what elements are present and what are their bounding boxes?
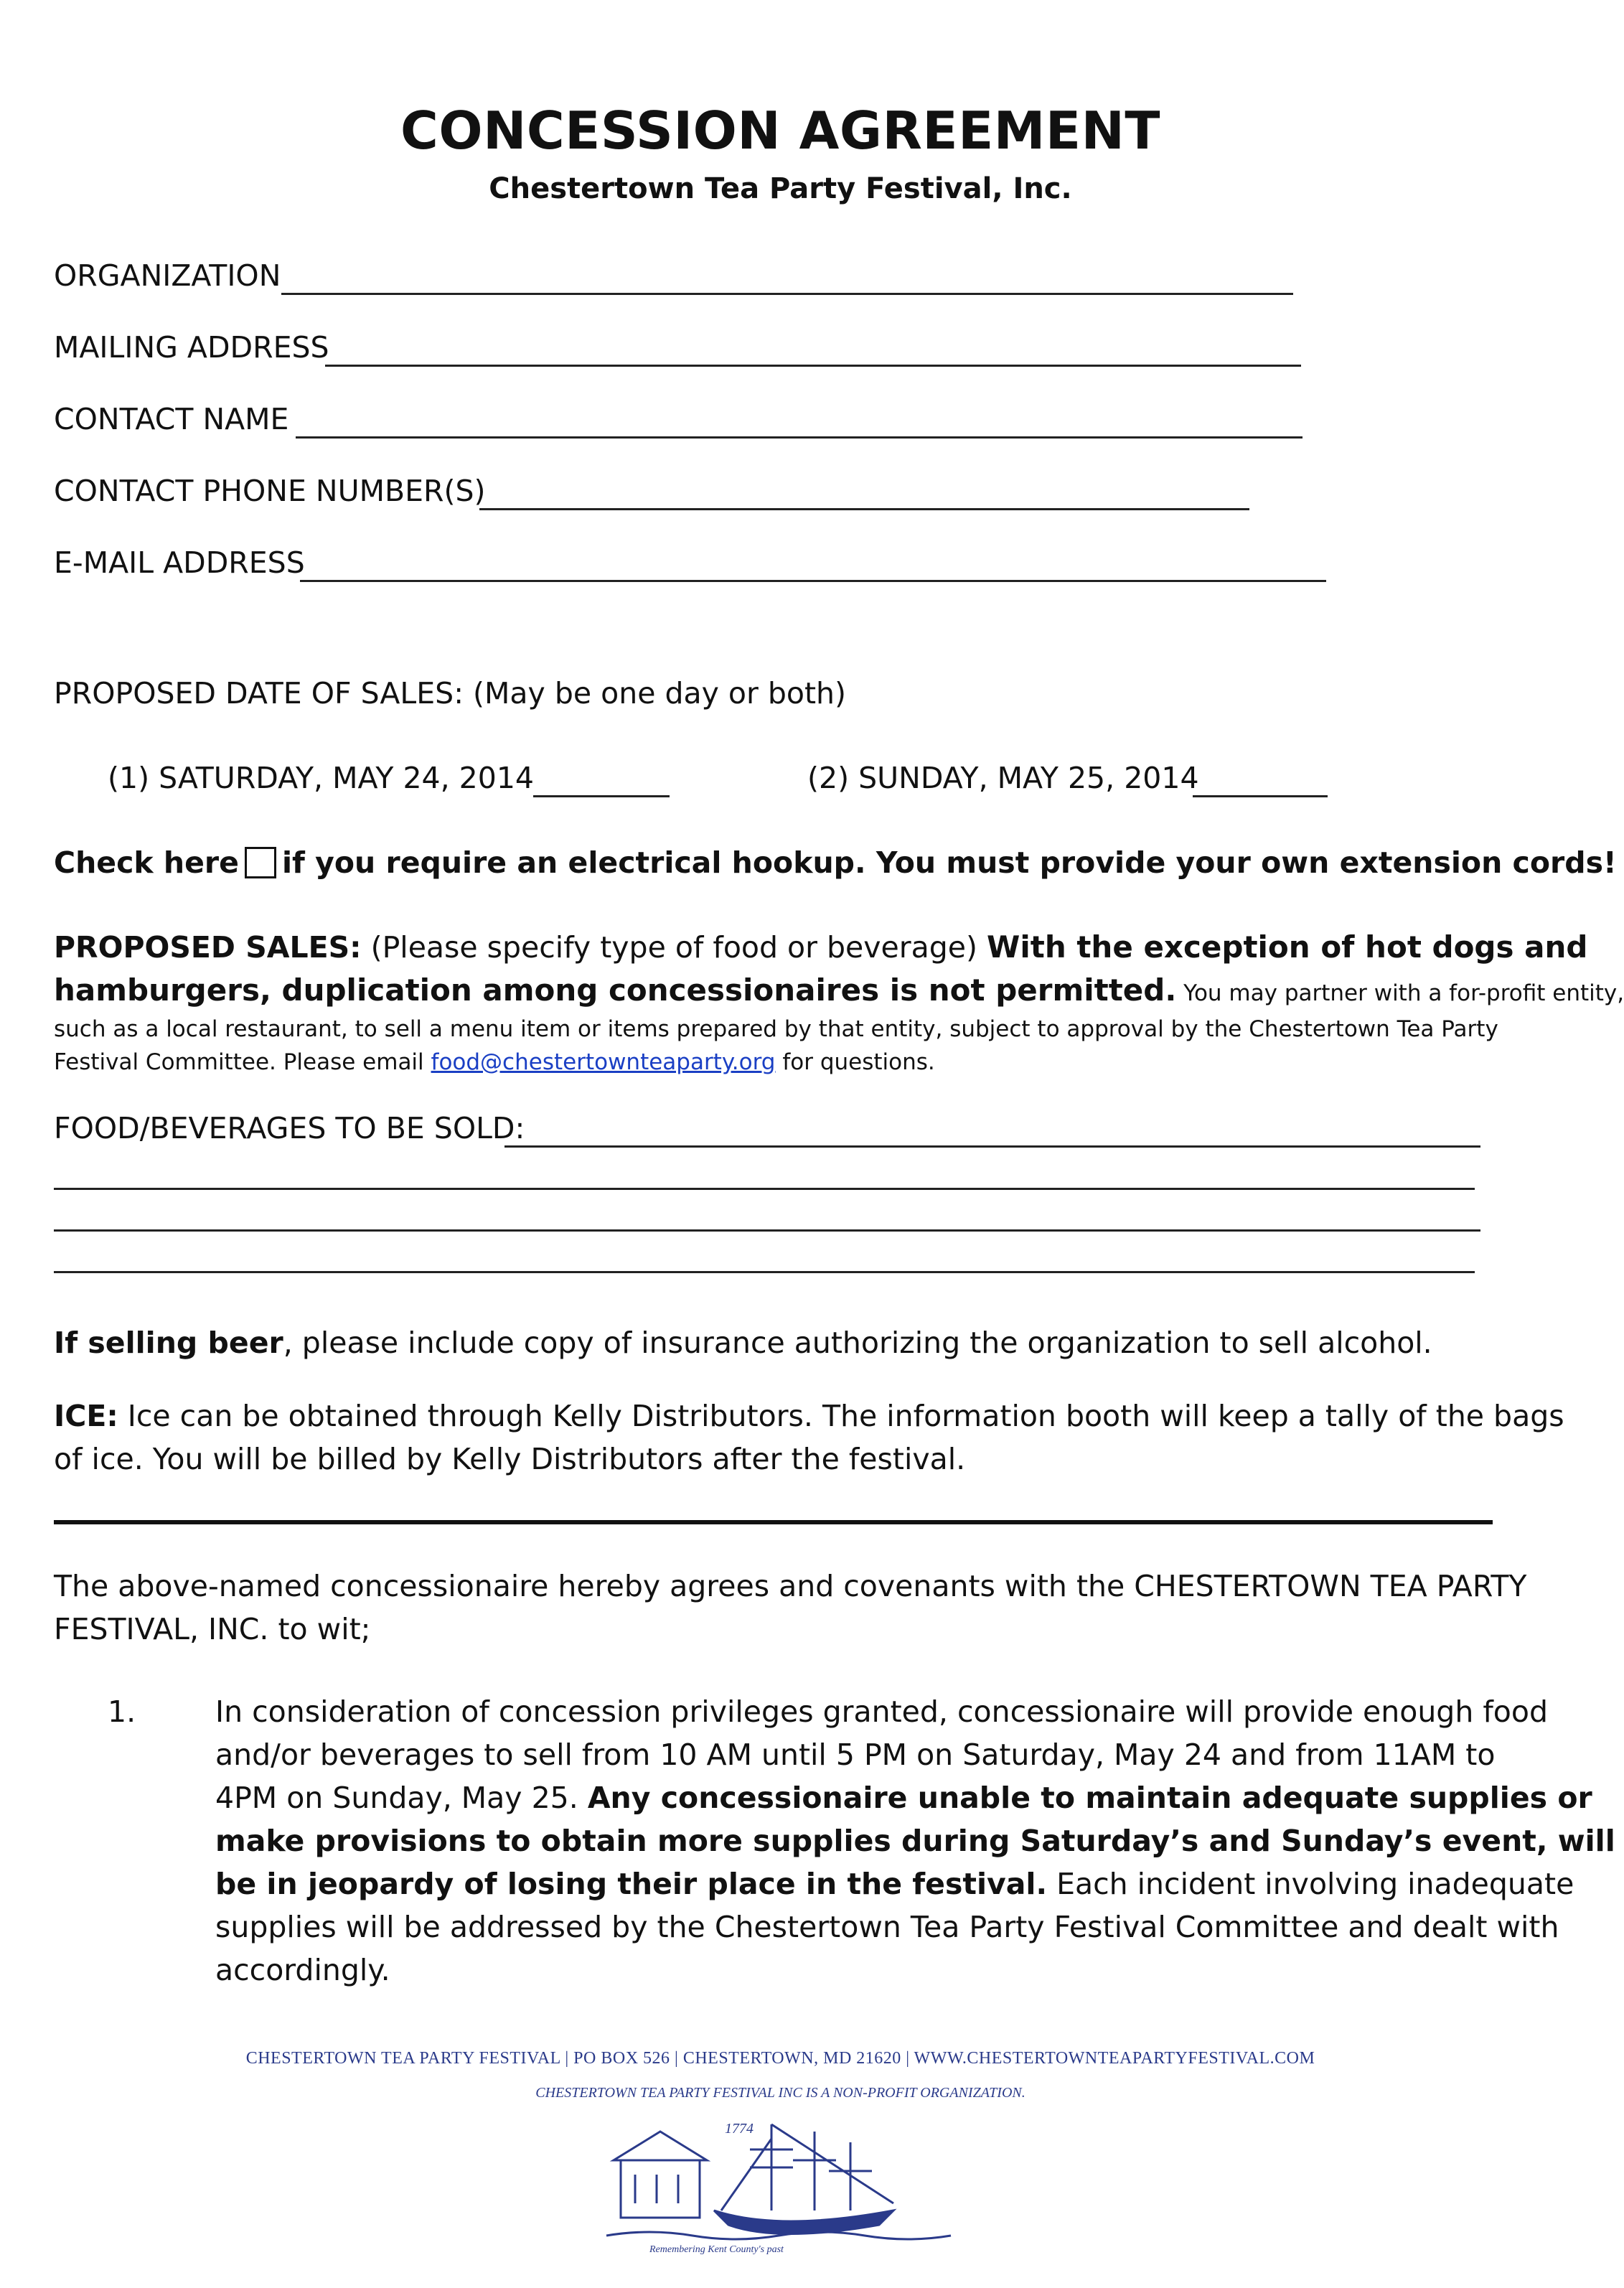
clause1-line3-plain: 4PM on Sunday, May 25. [215, 1781, 588, 1815]
email-label: E-MAIL ADDRESS [54, 545, 305, 580]
food-email-link[interactable]: food@chestertownteaparty.org [431, 1049, 776, 1075]
proposed-sales-note-2: such as a local restaurant, to sell a menu item or items prepared by that entity, subject to approval by the Chestertown Tea Party [54, 1016, 1498, 1042]
clause1-line1: In consideration of concession privileges granted, concessionaire will provide enough food [215, 1694, 1548, 1729]
ice-label: ICE: [54, 1399, 118, 1433]
food-beverages-line-3[interactable] [54, 1229, 1480, 1232]
agreement-line2: FESTIVAL, INC. to wit; [54, 1612, 371, 1646]
electrical-hookup-row [54, 845, 1617, 880]
food-beverages-field[interactable] [504, 1145, 1480, 1148]
document-subtitle: Chestertown Tea Party Festival, Inc. [489, 172, 1072, 205]
clause1-line5-plain: Each incident involving inadequate [1047, 1867, 1574, 1901]
proposed-sales-instruction: (Please specify type of food or beverage) [361, 930, 987, 965]
mailing-address-field[interactable] [325, 365, 1301, 367]
electrical-hookup-checkbox[interactable] [245, 847, 276, 878]
clause1-line6: supplies will be addressed by the Chestertown Tea Party Festival Committee and dealt with [215, 1910, 1559, 1944]
proposed-sales-rule-2: hamburgers, duplication among concessionaires is not permitted. [54, 972, 1177, 1008]
clause-number: 1. [108, 1694, 136, 1729]
email-field[interactable] [300, 580, 1326, 582]
ice-notice-line2: of ice. You will be billed by Kelly Distributors after the festival. [54, 1442, 966, 1476]
ship-logo-icon [606, 2110, 951, 2254]
clause1-line2: and/or beverages to sell from 10 AM until 5 PM on Saturday, May 24 and from 11AM to [215, 1738, 1496, 1772]
proposed-date-label: PROPOSED DATE OF SALES: (May be one day or both) [54, 676, 847, 711]
clause1-line5 [215, 1862, 1574, 1905]
date-option-sunday: (2) SUNDAY, MAY 25, 2014 [807, 761, 1199, 795]
ice-notice-line1 [54, 1394, 1564, 1438]
ice-text-1: Ice can be obtained through Kelly Distributors. The information booth will keep a tally of the bags [118, 1399, 1564, 1433]
beer-notice-bold: If selling beer [54, 1326, 283, 1360]
clause1-line5-bold: be in jeopardy of losing their place in the festival. [215, 1867, 1048, 1901]
clause1-line7: accordingly. [215, 1953, 390, 1987]
proposed-sales-line3 [54, 1046, 935, 1078]
food-beverages-line-2[interactable] [54, 1188, 1475, 1190]
electrical-prefix: Check here [54, 845, 239, 880]
proposed-sales-line1 [54, 929, 1587, 965]
proposed-sales-note-1: You may partner with a for-profit entity, [1176, 980, 1624, 1006]
section-divider [54, 1520, 1493, 1524]
clause1-line3 [215, 1776, 1592, 1819]
document-title: CONCESSION AGREEMENT [400, 100, 1160, 161]
contact-phone-label: CONTACT PHONE NUMBER(S) [54, 474, 486, 508]
food-beverages-line-4[interactable] [54, 1271, 1475, 1273]
logo-tagline: Remembering Kent County's past [649, 2244, 784, 2255]
footer-nonprofit: CHESTERTOWN TEA PARTY FESTIVAL INC IS A NON-PROFIT ORGANIZATION. [535, 2085, 1025, 2101]
clause1-line3-bold: Any concessionaire unable to maintain adequate supplies or [587, 1781, 1592, 1815]
food-beverages-label: FOOD/BEVERAGES TO BE SOLD: [54, 1111, 525, 1145]
proposed-sales-note-3: Festival Committee. Please email [54, 1049, 431, 1075]
proposed-sales-label: PROPOSED SALES: [54, 930, 362, 965]
logo-year: 1774 [725, 2121, 754, 2137]
beer-notice-text: , please include copy of insurance authorizing the organization to sell alcohol. [283, 1326, 1432, 1360]
proposed-sales-note-3-suffix: for questions. [775, 1049, 935, 1075]
mailing-address-label: MAILING ADDRESS [54, 330, 329, 365]
footer-address: CHESTERTOWN TEA PARTY FESTIVAL | PO BOX 526 | CHESTERTOWN, MD 21620 | WWW.CHESTERTOWNTEAPARTYFESTIVAL.COM [245, 2049, 1315, 2068]
agreement-line1: The above-named concessionaire hereby agrees and covenants with the CHESTERTOWN TEA PARTY [54, 1569, 1527, 1603]
organization-field[interactable] [281, 293, 1293, 295]
beer-notice [54, 1326, 1432, 1360]
contact-phone-field[interactable] [479, 508, 1249, 510]
festival-logo [606, 2110, 951, 2254]
proposed-sales-rule-1: With the exception of hot dogs and [987, 929, 1588, 965]
clause1-line4: make provisions to obtain more supplies during Saturday’s and Sunday’s event, will [215, 1824, 1615, 1858]
electrical-suffix: if you require an electrical hookup. You must provide your own extension cords! [281, 845, 1617, 880]
proposed-sales-line2 [54, 972, 1624, 1009]
organization-label: ORGANIZATION [54, 258, 281, 293]
contact-name-label: CONTACT NAME [54, 402, 289, 436]
sunday-field[interactable] [1193, 795, 1328, 797]
date-option-saturday: (1) SATURDAY, MAY 24, 2014 [108, 761, 535, 795]
contact-name-field[interactable] [296, 436, 1303, 439]
saturday-field[interactable] [533, 795, 670, 797]
